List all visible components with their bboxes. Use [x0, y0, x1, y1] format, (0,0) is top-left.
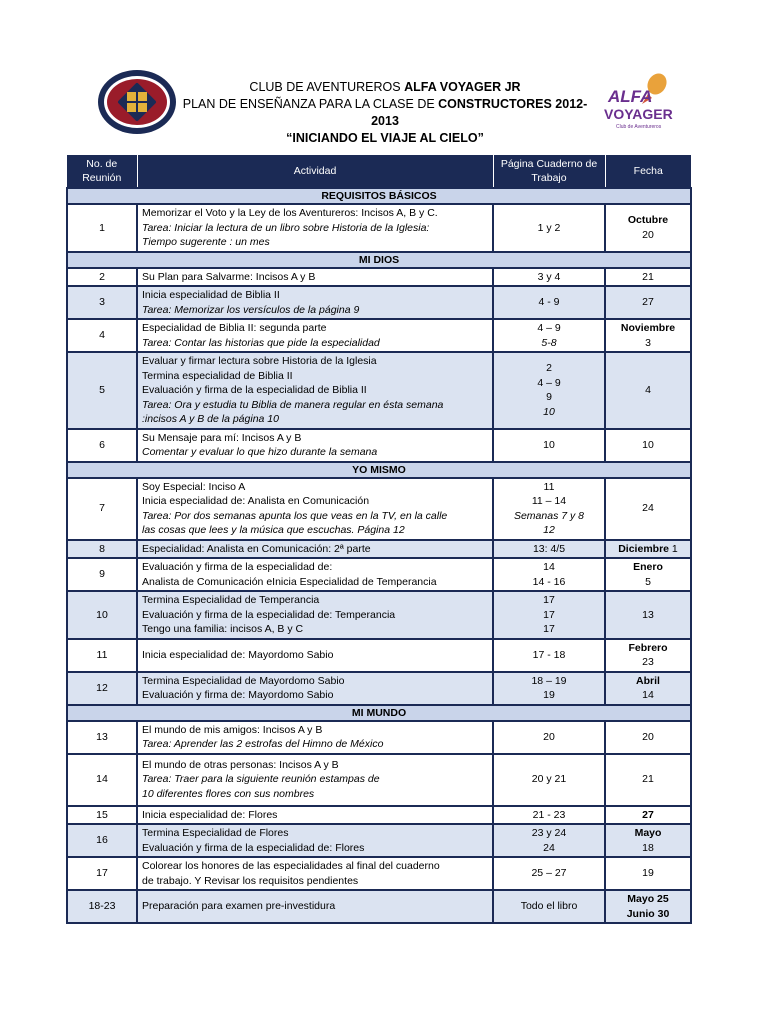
table-row: 4 Especialidad de Biblia II: segunda parte Tarea: Contar las historias que pide la especialidad 4 – 9 5-8 Noviembre 3 — [67, 319, 691, 352]
table-row: 18-23 Preparación para examen pre-investidura Todo el libro Mayo 25 Junio 30 — [67, 890, 691, 923]
table-row: 13 El mundo de mis amigos: Incisos A y B Tarea: Aprender las 2 estrofas del Himno de México 20 20 — [67, 721, 691, 754]
col-header-activity: Actividad — [137, 155, 493, 188]
table-row: 3 Inicia especialidad de Biblia II Tarea: Memorizar los versículos de la página 9 4 - 9 27 — [67, 286, 691, 319]
header-line-3: “INICIANDO EL VIAJE AL CIELO” — [286, 131, 484, 145]
table-row: 7 Soy Especial: Inciso A Inicia especialidad de: Analista en Comunicación Tarea: Por dos semanas apunta los que veas en la TV, en la calle las cosas que lees y la música que escuchas. Página 12 11 11 – 14 Semanas 7 y 8 12 24 — [67, 478, 691, 540]
alfa-logo-text: ALFA — [608, 87, 653, 106]
table-row: 16 Termina Especialidad de Flores Evaluación y firma de la especialidad de: Flores 23 y 24 24 Mayo 18 — [67, 824, 691, 857]
teaching-plan-table — [66, 155, 692, 924]
table-row: 2 Su Plan para Salvarme: Incisos A y B 3 y 4 21 — [67, 268, 691, 287]
col-header-date: Fecha — [605, 155, 691, 188]
table-row: 17 Colorear los honores de las especialidades al final del cuaderno de trabajo. Y Revisar los requisitos pendientes 25 – 27 19 — [67, 857, 691, 890]
table-row: 15 Inicia especialidad de: Flores 21 - 23 27 — [67, 806, 691, 825]
col-header-num: No. de Reunión — [67, 155, 137, 188]
table-row: 14 El mundo de otras personas: Incisos A y B Tarea: Traer para la siguiente reunión estampas de 10 diferentes flores con sus nombres 20 y 21 21 — [67, 754, 691, 806]
table-row: 6 Su Mensaje para mí: Incisos A y B Comentar y evaluar lo que hizo durante la semana 10 10 — [67, 429, 691, 462]
section-row: REQUISITOS BÁSICOS — [67, 188, 691, 204]
table-row: 12 Termina Especialidad de Mayordomo Sabio Evaluación y firma de: Mayordomo Sabio 18 – 19 19 Abril 14 — [67, 672, 691, 705]
section-row: MI DIOS — [67, 252, 691, 268]
table-row: 9 Evaluación y firma de la especialidad de: Analista de Comunicación eInicia Especialidad de Temperancia 14 14 - 16 Enero 5 — [67, 558, 691, 591]
header-line-2: PLAN DE ENSEÑANZA PARA LA CLASE DE CONSTRUCTORES 2012-2013 — [182, 97, 588, 128]
voyager-logo-text: VOYAGER — [604, 106, 673, 122]
table-row: 11 Inicia especialidad de: Mayordomo Sabio 17 - 18 Febrero 23 — [67, 639, 691, 672]
logo-subtitle: Club de Aventureros — [616, 124, 662, 130]
table-row: 10 Termina Especialidad de Temperancia Evaluación y firma de la especialidad de: Temperancia Tengo una familia: incisos A, B y C 17 17 17 13 — [67, 591, 691, 639]
table-row: 1 Memorizar el Voto y la Ley de los Aventureros: Incisos A, B y C. Tarea: Iniciar la lectura de un libro sobre Historia de la Iglesia: Tiempo sugerente : un mes 1 y 2 Octubre 20 — [67, 204, 691, 252]
table-row: 5 Evaluar y firmar lectura sobre Historia de la Iglesia Termina especialidad de Biblia II Evaluación y firma de la especialidad de Biblia II Tarea: Ora y estudia tu Biblia de manera regular en ésta semana :incisos A y B de la página 10 2 4 – 9 9 10 4 — [67, 352, 691, 429]
header-line-1: CLUB DE AVENTUREROS ALFA VOYAGER JR — [249, 80, 521, 94]
club-aventureros-logo — [96, 68, 178, 136]
section-row: YO MISMO — [67, 462, 691, 478]
col-header-page: Página Cuaderno de Trabajo — [493, 155, 605, 188]
alfa-voyager-logo — [602, 70, 674, 132]
table-header-row — [67, 155, 691, 188]
section-row: MI MUNDO — [67, 705, 691, 721]
table-row: 8 Especialidad: Analista en Comunicación: 2ª parte 13: 4/5 Diciembre 1 — [67, 540, 691, 559]
document-header — [170, 79, 600, 147]
